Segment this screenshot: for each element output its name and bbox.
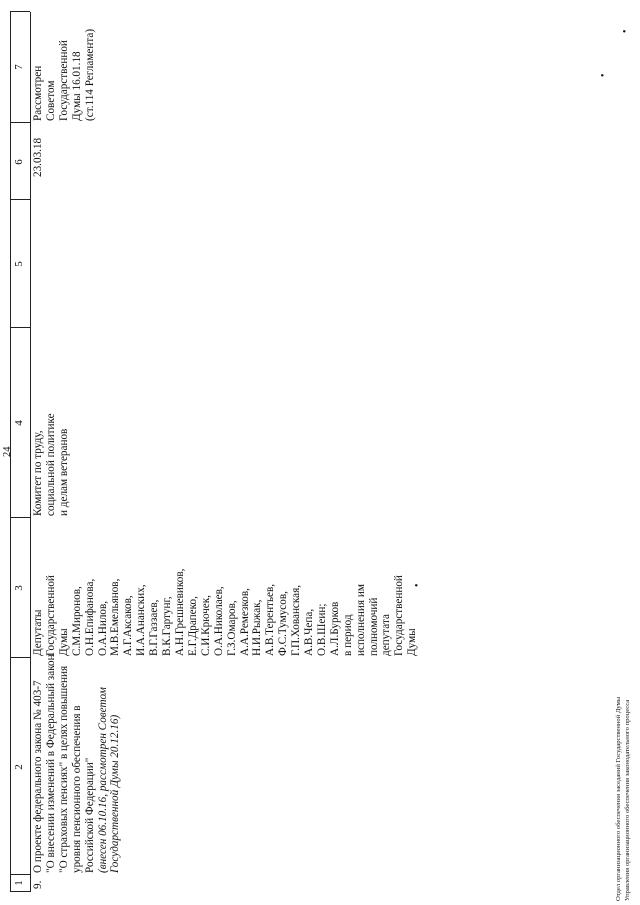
col-header-4: 4 xyxy=(13,420,25,426)
committee-line: и делам ветеранов xyxy=(57,428,70,516)
stray-dot: • xyxy=(412,583,423,587)
bill-authors xyxy=(32,569,419,656)
col-header-2: 2 xyxy=(13,764,25,770)
col-divider xyxy=(10,122,30,123)
author-line: А.Г.Аксаков, xyxy=(122,595,135,656)
status-line: Думы 16.01.18 xyxy=(70,51,83,121)
author-line: О.А.Нилов, xyxy=(96,600,109,656)
author-line: Государственной xyxy=(44,575,57,656)
author-line: Государственной xyxy=(393,575,406,656)
author-line: А.Л.Бурков xyxy=(328,601,341,656)
author-line: Н.И.Рыжак, xyxy=(251,599,264,656)
author-line: С.И.Крючек, xyxy=(199,595,212,656)
author-line: В.Г.Газзаев, xyxy=(148,599,161,656)
col-divider xyxy=(10,11,30,12)
author-line: М.В.Емельянов, xyxy=(109,578,122,656)
bill-note-line: Государственной Думы 20.12.16) xyxy=(109,714,122,873)
bill-title-line: Российской Федерации" xyxy=(83,757,96,873)
author-line: О.В.Шеин; xyxy=(315,603,328,656)
footer-line: Отдел организационного обеспечения заседаний Государственной Думы xyxy=(615,696,622,901)
author-line: полномочий xyxy=(367,597,380,656)
status-line: (ст.114 Регламента) xyxy=(83,28,96,121)
col-divider xyxy=(10,517,30,518)
bill-title-line: О проекте федерального закона № 403-7 xyxy=(32,680,44,873)
table-top-border xyxy=(10,12,11,892)
committee-line: социальной политике xyxy=(44,413,57,516)
status-line: Рассмотрен xyxy=(32,65,44,121)
col-header-1: 1 xyxy=(13,880,25,886)
author-line: И.А.Ананских, xyxy=(135,584,148,656)
row-number: 9. xyxy=(32,880,44,889)
author-line: А.В.Чепа, xyxy=(303,608,316,656)
col-header-6: 6 xyxy=(13,159,25,165)
author-line: в период xyxy=(341,614,354,656)
col-divider xyxy=(10,657,30,658)
col-header-7: 7 xyxy=(13,64,25,70)
col-divider xyxy=(10,199,30,200)
status-line: Советом xyxy=(44,80,57,121)
status-line: Государственной xyxy=(57,40,70,121)
status-note xyxy=(32,29,97,121)
author-line: В.К.Гартунг, xyxy=(161,596,174,656)
author-line: А.Н.Грешневиков, xyxy=(173,568,186,656)
date-value: 23.03.18 xyxy=(32,137,44,177)
author-line: О.Н.Епифанова, xyxy=(83,578,96,656)
footer-line: Управления организационного обеспечения законодательного процесса xyxy=(624,699,631,901)
col-divider xyxy=(10,327,30,328)
author-line: Е.Г.Драпеко, xyxy=(186,596,199,656)
author-line: Депутаты xyxy=(32,609,44,656)
bill-title-line: уровня пенсионного обеспечения в xyxy=(70,705,83,873)
author-line: Думы xyxy=(57,628,70,656)
author-line: Г.З.Омаров, xyxy=(225,600,238,656)
col-header-3: 3 xyxy=(13,585,25,591)
col-header-5: 5 xyxy=(13,261,25,267)
author-line: депутата xyxy=(380,614,393,656)
author-line: А.В.Терентьев, xyxy=(264,583,277,656)
author-line: Ф.С.Тумусов, xyxy=(277,591,290,656)
margin-mark: • xyxy=(598,73,609,77)
responsible-committee xyxy=(32,413,71,516)
bill-description xyxy=(32,654,122,873)
committee-line: Комитет по труду, xyxy=(32,430,44,516)
author-line: О.А.Николаев, xyxy=(212,586,225,656)
page-number: 24 xyxy=(2,446,13,457)
margin-mark: • xyxy=(620,29,631,33)
author-line: С.М.Миронов, xyxy=(70,586,83,656)
author-line: А.А.Ремезков, xyxy=(238,588,251,656)
footer xyxy=(614,697,632,901)
author-line: исполнения им xyxy=(354,584,367,656)
bill-title-line: "О страховых пенсиях" в целях повышения xyxy=(57,665,70,873)
author-line: Думы xyxy=(406,628,419,656)
header-bottom-border xyxy=(30,12,31,892)
bill-note-line: (внесен 06.10.16, рассмотрен Советом xyxy=(96,687,109,873)
author-line: Г.П.Хованская, xyxy=(290,584,303,656)
bill-title-line: "О внесении изменений в Федеральный закон xyxy=(44,654,57,873)
